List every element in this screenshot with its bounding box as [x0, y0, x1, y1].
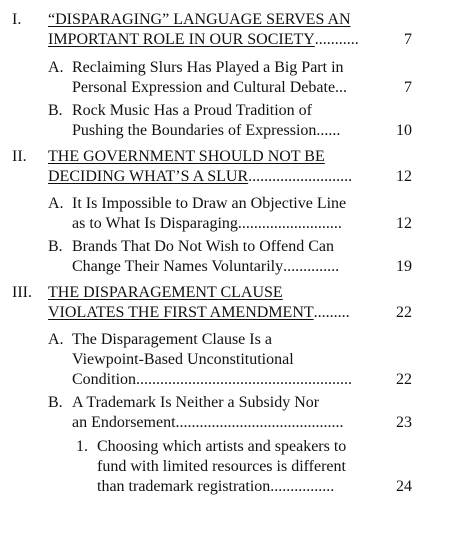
section-number: I.: [12, 11, 22, 28]
leader-dots: ..............: [283, 258, 340, 275]
subsection-title-line: Viewpoint-Based Unconstitutional: [72, 351, 294, 368]
leader-dots: ...: [335, 79, 348, 96]
subsection-letter: A.: [48, 331, 64, 348]
page-number: 12: [396, 215, 412, 232]
subsection-title-line: Change Their Names Voluntarily: [72, 258, 284, 275]
subsection-title-line: an Endorsement: [72, 414, 176, 431]
subsection-title-line: as to What Is Disparaging: [72, 215, 238, 232]
page-number: 22: [396, 304, 412, 321]
item-title-line: fund with limited resources is different: [97, 458, 346, 475]
section-title-line: DECIDING WHAT’S A SLUR: [48, 168, 249, 185]
subsection-letter: B.: [48, 394, 63, 411]
leader-dots: ......: [316, 122, 341, 139]
subsection-title-line: A Trademark Is Neither a Subsidy Nor: [72, 394, 320, 411]
item-title-line: than trademark registration.: [97, 478, 275, 495]
subsection-title-line: Pushing the Boundaries of Expression: [72, 122, 317, 139]
page-number: 10: [396, 122, 412, 139]
leader-dots: ..........................: [237, 215, 342, 232]
subsection-title-line: Condition: [72, 371, 137, 388]
subsection-letter: A.: [48, 195, 64, 212]
section-number: II.: [12, 148, 27, 165]
section-title-line: “DISPARAGING” LANGUAGE SERVES AN: [48, 11, 351, 28]
section-title-line: THE GOVERNMENT SHOULD NOT BE: [48, 148, 325, 165]
page-number: 7: [404, 31, 412, 48]
subsection-title-line: Reclaiming Slurs Has Played a Big Part in: [72, 59, 344, 76]
page-number: 22: [396, 371, 412, 388]
item-number: 1.: [76, 438, 88, 455]
leader-dots: .........: [313, 304, 350, 321]
page-number: 24: [396, 478, 412, 495]
subsection-letter: B.: [48, 238, 63, 255]
subsection-title-line: The Disparagement Clause Is a: [72, 331, 272, 348]
item-title-line: Choosing which artists and speakers to: [97, 438, 347, 455]
section-title-line: IMPORTANT ROLE IN OUR SOCIETY: [48, 31, 315, 48]
subsection-title-line: Rock Music Has a Proud Tradition of: [72, 102, 312, 119]
leader-dots: ..........................................: [175, 414, 344, 431]
leader-dots: ......................................................: [136, 371, 353, 388]
page-number: 23: [396, 414, 412, 431]
subsection-letter: B.: [48, 102, 63, 119]
leader-dots: ...............: [274, 478, 335, 495]
page-number: 12: [396, 168, 412, 185]
section-number: III.: [12, 284, 32, 301]
subsection-title-line: Brands That Do Not Wish to Offend Can: [72, 238, 334, 255]
subsection-title-line: Personal Expression and Cultural Debate: [72, 79, 336, 96]
subsection-letter: A.: [48, 59, 64, 76]
page-number: 19: [396, 258, 412, 275]
subsection-title-line: It Is Impossible to Draw an Objective Line: [72, 195, 347, 212]
leader-dots: ...........: [314, 31, 359, 48]
page-number: 7: [404, 79, 412, 96]
leader-dots: ..........................: [248, 168, 353, 185]
section-title-line: THE DISPARAGEMENT CLAUSE: [48, 284, 283, 301]
section-title-line: VIOLATES THE FIRST AMENDMENT: [48, 304, 314, 321]
